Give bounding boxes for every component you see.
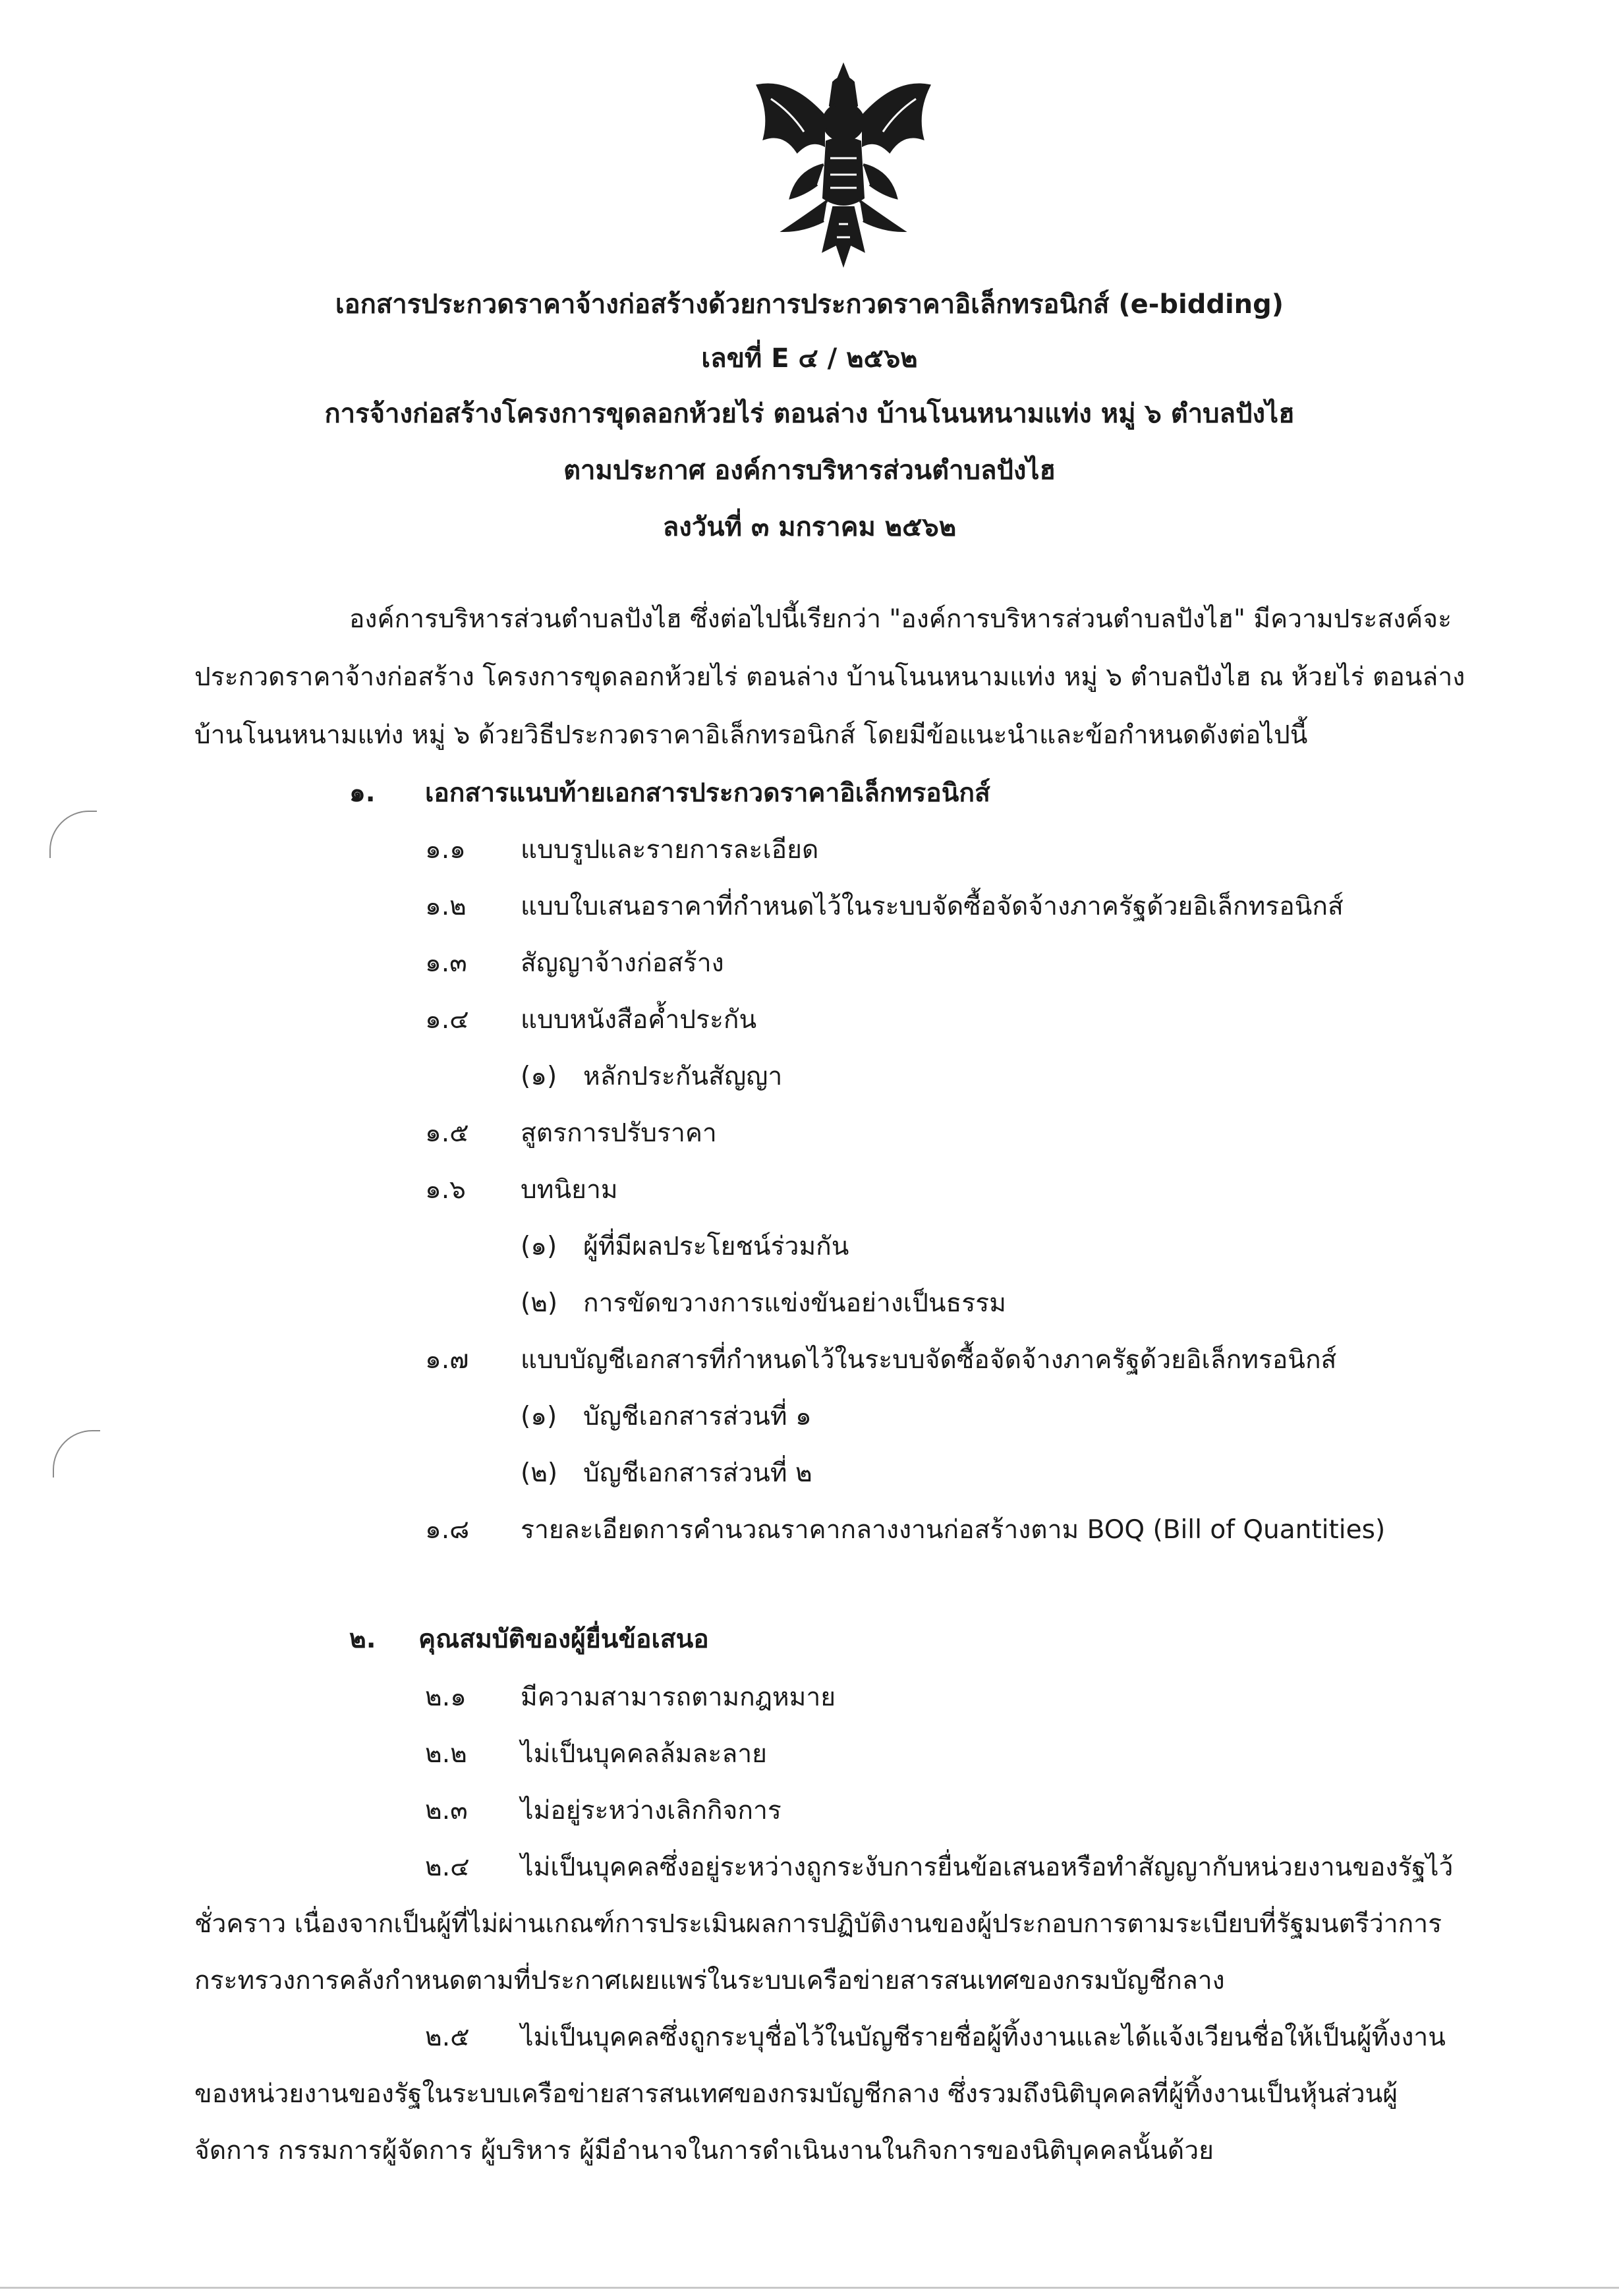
sub-item: บัญชีเอกสารส่วนที่ ๑ [583,1402,812,1431]
section-2-number: ๒. [349,1624,376,1654]
paragraph-line: ชั่วคราว เนื่องจากเป็นผู้ที่ไม่ผ่านเกณฑ์การประเมินผลการปฏิบัติงานของผู้ประกอบการตามระเบียบที่รัฐมนตรีว่าการ [194,1909,1442,1939]
list-item-number: ๑.๓ [425,948,467,978]
announcement-title: ตามประกาศ องค์การบริหารส่วนตำบลปังไฮ [563,455,1056,486]
punch-hole-mark [49,811,97,858]
sub-item: บัญชีเอกสารส่วนที่ ๒ [583,1458,812,1488]
sub-item-number: (๒) [521,1288,558,1318]
punch-hole-mark [53,1430,100,1478]
intro-line-1: องค์การบริหารส่วนตำบลปังไฮ ซึ่งต่อไปนี้เรียกว่า "องค์การบริหารส่วนตำบลปังไฮ" มีความประสงค์จะ [349,604,1452,634]
list-item: แบบบัญชีเอกสารที่กำหนดไว้ในระบบจัดซื้อจัดจ้างภาครัฐด้วยอิเล็กทรอนิกส์ [521,1345,1337,1375]
list-item: ไม่อยู่ระหว่างเลิกกิจการ [521,1796,781,1825]
garuda-emblem-icon [745,53,942,277]
project-title: การจ้างก่อสร้างโครงการขุดลอกห้วยไร่ ตอนล่าง บ้านโนนหนามแท่ง หมู่ ๖ ตำบลปังไฮ [324,399,1295,429]
announcement-date: ลงวันที่ ๓ มกราคม ๒๕๖๒ [662,512,957,542]
list-item-number: ๒.๓ [425,1796,468,1825]
sub-item-number: (๒) [521,1458,558,1488]
paragraph-line: ของหน่วยงานของรัฐในระบบเครือข่ายสารสนเทศของกรมบัญชีกลาง ซึ่งรวมถึงนิติบุคคลที่ผู้ทิ้งงานเป็นหุ้นส่วนผู้ [194,2079,1398,2109]
list-item-number: ๑.๕ [425,1118,469,1148]
sub-item: หลักประกันสัญญา [583,1062,783,1091]
list-item: แบบรูปและรายการละเอียด [521,835,819,865]
list-item-number: ๒.๔ [425,1852,470,1882]
list-item-number: ๑.๘ [425,1515,470,1545]
sub-item: การขัดขวางการแข่งขันอย่างเป็นธรรม [583,1288,1006,1318]
sub-item-number: (๑) [521,1232,557,1261]
section-2-heading: คุณสมบัติของผู้ยื่นข้อเสนอ [418,1624,709,1654]
document-number: เลขที่ E ๔ / ๒๕๖๒ [701,343,918,374]
list-item-number: ๒.๒ [425,1739,467,1769]
paragraph-line: จัดการ กรรมการผู้จัดการ ผู้บริหาร ผู้มีอำนาจในการดำเนินงานในกิจการของนิติบุคคลนั้นด้วย [194,2136,1214,2166]
list-item: บทนิยาม [521,1175,618,1205]
list-item: สูตรการปรับราคา [521,1118,717,1148]
list-item-number: ๒.๑ [425,1682,467,1712]
list-item-number: ๑.๒ [425,892,467,921]
list-item: แบบใบเสนอราคาที่กำหนดไว้ในระบบจัดซื้อจัดจ้างภาครัฐด้วยอิเล็กทรอนิกส์ [521,892,1344,921]
document-title: เอกสารประกวดราคาจ้างก่อสร้างด้วยการประกวดราคาอิเล็กทรอนิกส์ (e-bidding) [335,289,1284,320]
paragraph-line: ไม่เป็นบุคคลซึ่งถูกระบุชื่อไว้ในบัญชีรายชื่อผู้ทิ้งงานและได้แจ้งเวียนชื่อให้เป็นผู้ทิ้งงาน [521,2023,1446,2052]
paragraph-line: ไม่เป็นบุคคลซึ่งอยู่ระหว่างถูกระงับการยื่นข้อเสนอหรือทำสัญญากับหน่วยงานของรัฐไว้ [521,1852,1454,1882]
sub-item-number: (๑) [521,1062,557,1091]
paragraph-line: กระทรวงการคลังกำหนดตามที่ประกาศเผยแพร่ในระบบเครือข่ายสารสนเทศของกรมบัญชีกลาง [194,1966,1225,1995]
section-1-number: ๑. [349,778,376,808]
list-item-number: ๒.๕ [425,2023,470,2052]
scan-edge-line [0,2287,1619,2289]
list-item-number: ๑.๖ [425,1175,466,1205]
sub-item: ผู้ที่มีผลประโยชน์ร่วมกัน [583,1232,849,1261]
list-item: รายละเอียดการคำนวณราคากลางงานก่อสร้างตาม BOQ (Bill of Quantities) [521,1515,1386,1545]
list-item-number: ๑.๗ [425,1345,469,1375]
list-item-number: ๑.๔ [425,1005,469,1035]
intro-line-2: ประกวดราคาจ้างก่อสร้าง โครงการขุดลอกห้วยไร่ ตอนล่าง บ้านโนนหนามแท่ง หมู่ ๖ ตำบลปังไฮ ณ ห้วยไร่ ตอนล่าง [194,662,1465,692]
intro-line-3: บ้านโนนหนามแท่ง หมู่ ๖ ด้วยวิธีประกวดราคาอิเล็กทรอนิกส์ โดยมีข้อแนะนำและข้อกำหนดดังต่อไปนี้ [194,720,1308,750]
sub-item-number: (๑) [521,1402,557,1431]
list-item: ไม่เป็นบุคคลล้มละลาย [521,1739,768,1769]
list-item: สัญญาจ้างก่อสร้าง [521,948,724,978]
list-item-number: ๑.๑ [425,835,466,865]
list-item: แบบหนังสือค้ำประกัน [521,1005,757,1035]
section-1-heading: เอกสารแนบท้ายเอกสารประกวดราคาอิเล็กทรอนิกส์ [425,778,990,808]
list-item: มีความสามารถตามกฎหมาย [521,1682,836,1712]
